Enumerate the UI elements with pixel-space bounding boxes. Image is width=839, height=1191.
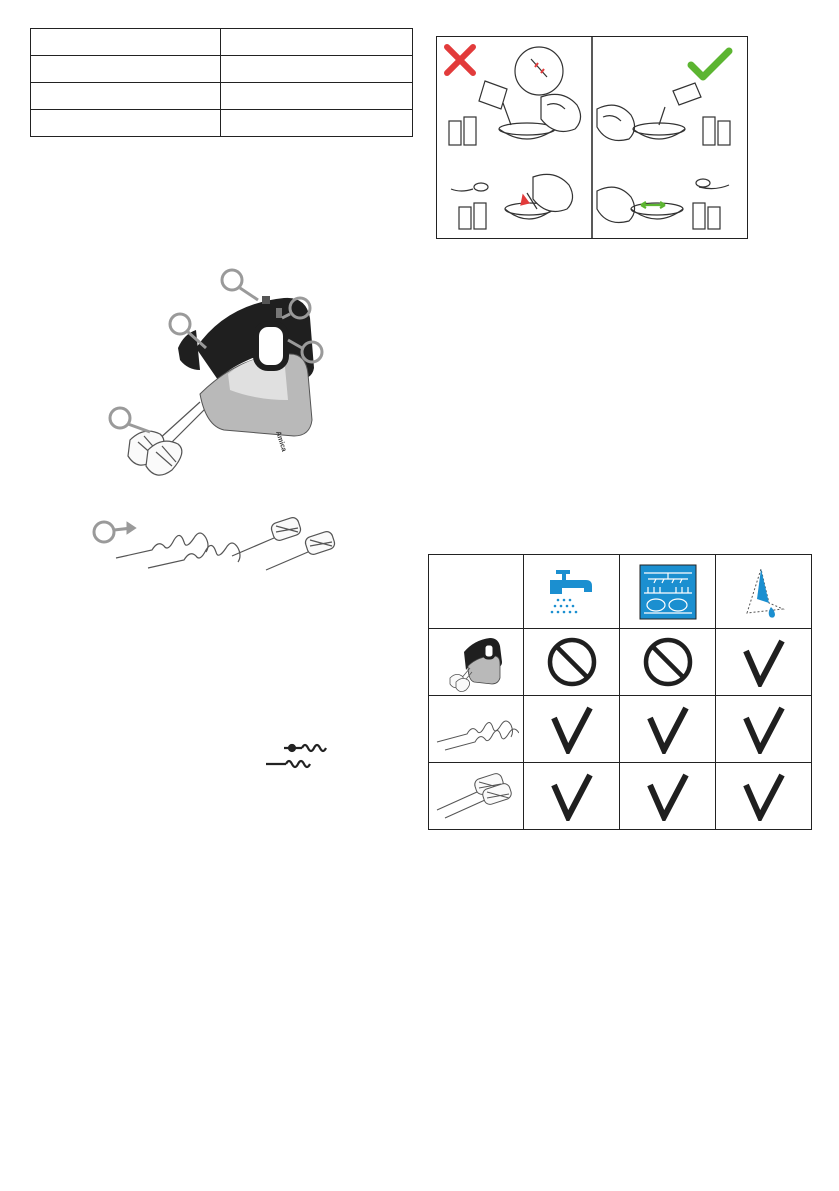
table-corner-cell <box>429 555 524 629</box>
correct-usage-illustration <box>597 83 730 229</box>
hand-mixer-diagram <box>100 262 360 502</box>
table-cell <box>31 110 221 137</box>
prohibited-icon <box>620 629 716 696</box>
usage-illustration-panel <box>436 36 748 239</box>
table-header-row <box>429 555 812 629</box>
callout-marker <box>110 408 150 432</box>
allowed-check-icon <box>524 696 620 763</box>
incorrect-usage-illustration <box>449 47 581 229</box>
allowed-check-icon <box>716 696 812 763</box>
callout-marker <box>222 270 258 300</box>
attachments-illustration <box>90 512 370 578</box>
dough-hook-orientation-icon <box>262 740 334 774</box>
allowed-check-icon <box>716 629 812 696</box>
allowed-check-icon <box>620 763 716 830</box>
table-row <box>31 56 413 83</box>
allowed-check-icon <box>620 696 716 763</box>
beater-icon <box>232 516 336 570</box>
allowed-check-icon <box>524 763 620 830</box>
table-row <box>31 29 413 56</box>
table-cell <box>31 56 221 83</box>
table-cell <box>221 83 413 110</box>
red-cross-icon <box>447 47 473 73</box>
wipe-cloth-icon <box>716 555 812 629</box>
brand-logo: Amica <box>274 430 288 453</box>
table-cell <box>31 29 221 56</box>
green-check-icon <box>691 51 729 77</box>
callout-marker <box>94 522 134 542</box>
hand-mixer-icon <box>178 296 314 453</box>
tap-water-icon <box>524 555 620 629</box>
table-cell <box>31 83 221 110</box>
beaters-icon <box>429 763 524 830</box>
table-row <box>429 696 812 763</box>
prohibited-icon <box>524 629 620 696</box>
cleaning-instructions-table <box>428 554 812 830</box>
table-row <box>429 629 812 696</box>
beaters-icon <box>128 402 206 475</box>
table-cell <box>221 29 413 56</box>
table-cell <box>221 110 413 137</box>
table-row <box>31 110 413 137</box>
dough-hooks-icon <box>429 696 524 763</box>
allowed-check-icon <box>716 763 812 830</box>
dishwasher-icon <box>620 555 716 629</box>
dough-hook-icon <box>116 533 240 568</box>
specification-table <box>30 28 413 137</box>
table-row <box>429 763 812 830</box>
table-row <box>31 83 413 110</box>
table-cell <box>221 56 413 83</box>
hand-mixer-icon <box>429 629 524 696</box>
